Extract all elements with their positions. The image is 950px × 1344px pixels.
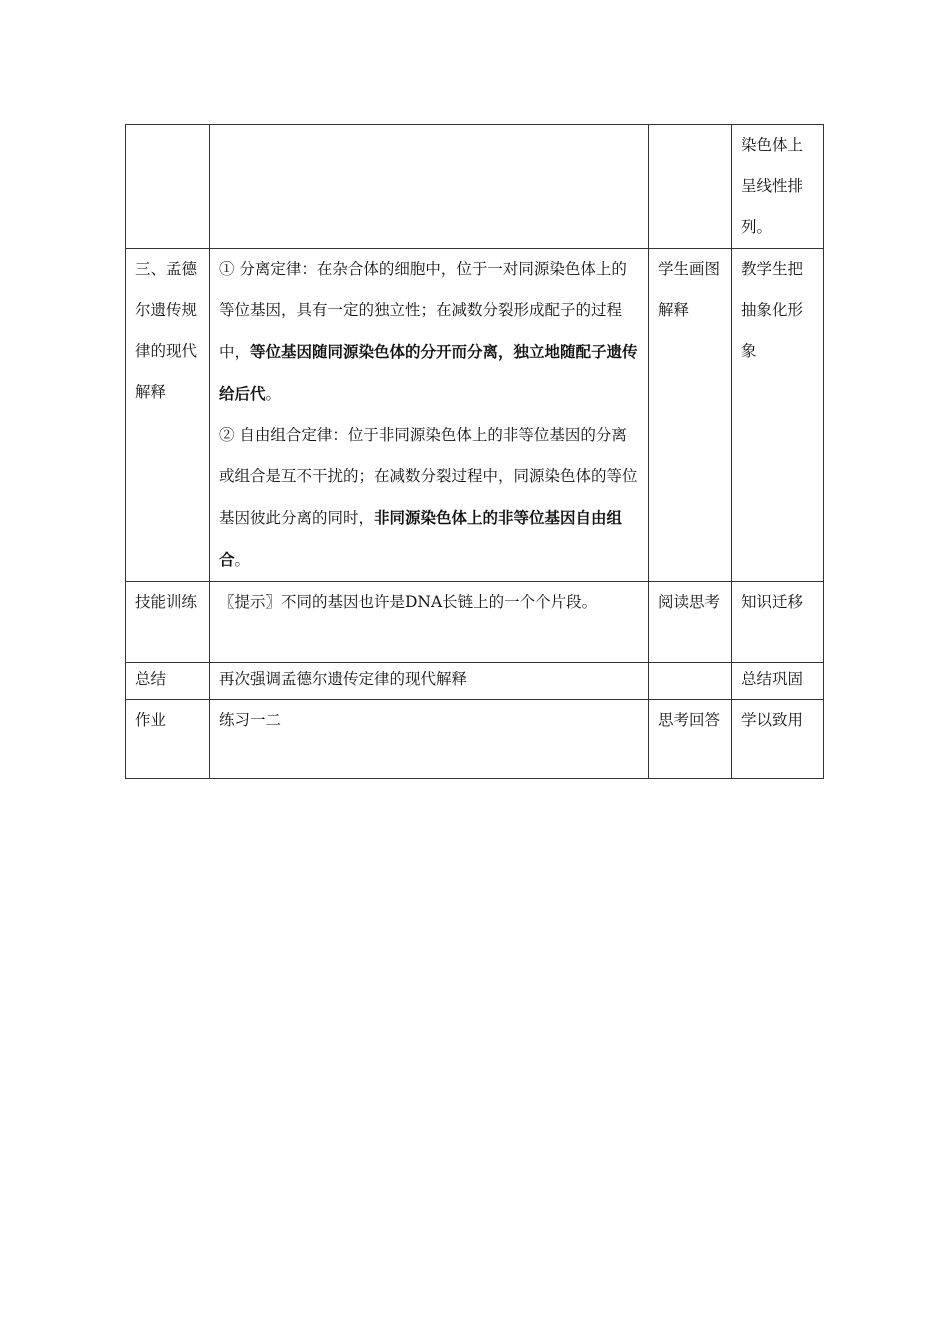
- table-cell: [649, 125, 732, 249]
- assortment-law-emphasis: 非同源染色体上的非等位基因自由组合: [219, 508, 623, 569]
- table-cell: [732, 125, 824, 249]
- table-row: [126, 582, 824, 663]
- purpose-cell: [732, 582, 824, 663]
- content-cell: [210, 700, 649, 779]
- lesson-plan-table: [125, 124, 824, 779]
- table-cell: [126, 125, 210, 249]
- assortment-law-text: ② 自由组合定律：位于非同源染色体上的非等位基因的分离或组合是互不干扰的；在减数分裂过程中，同源染色体的等位基因彼此分离的同时，: [219, 426, 638, 527]
- content-cell: [210, 249, 649, 582]
- row1-note: 染色体上呈线性排列。: [741, 136, 804, 236]
- section-title-cell: [126, 700, 210, 779]
- design-purpose: 知识迁移: [741, 593, 804, 611]
- purpose-cell: [732, 249, 824, 582]
- activity-cell: [649, 700, 732, 779]
- activity-cell: [649, 582, 732, 663]
- student-activity: 学生画图解释: [658, 260, 721, 319]
- table-row: [126, 700, 824, 779]
- table-row: [126, 249, 824, 582]
- design-purpose: 总结巩固: [741, 670, 804, 688]
- activity-cell: [649, 663, 732, 700]
- punctuation: 。: [234, 551, 251, 569]
- design-purpose: 学以致用: [741, 711, 804, 729]
- section-title-cell: [126, 582, 210, 663]
- activity-cell: [649, 249, 732, 582]
- design-purpose: 教学生把抽象化形象: [741, 260, 804, 360]
- student-activity: 思考回答: [658, 711, 721, 729]
- purpose-cell: [732, 663, 824, 700]
- punctuation: 。: [265, 385, 282, 403]
- purpose-cell: [732, 700, 824, 779]
- section-title-cell: [126, 663, 210, 700]
- table-cell: [210, 125, 649, 249]
- segregation-law-paragraph: [219, 249, 639, 415]
- homework-text: 练习一二: [219, 711, 282, 729]
- student-activity: 阅读思考: [658, 593, 721, 611]
- content-cell: [210, 663, 649, 700]
- independent-assortment-paragraph: [219, 415, 639, 581]
- section-title: 总结: [135, 670, 167, 688]
- section-title: 作业: [135, 711, 167, 729]
- section-title: 技能训练: [135, 593, 198, 611]
- summary-text: 再次强调孟德尔遗传定律的现代解释: [219, 670, 468, 688]
- table-row: [126, 125, 824, 249]
- table-row: [126, 663, 824, 700]
- segregation-law-text: ① 分离定律：在杂合体的细胞中，位于一对同源染色体上的等位基因，具有一定的独立性；在减数分裂形成配子的过程中，: [219, 260, 627, 361]
- section-title: 三、孟德尔遗传规律的现代解释: [135, 260, 198, 401]
- section-title-cell: [126, 249, 210, 582]
- hint-text: 〖提示〗不同的基因也许是DNA长链上的一个个片段。: [219, 593, 598, 611]
- segregation-law-emphasis: 等位基因随同源染色体的分开而分离，独立地随配子遗传给后代: [219, 342, 638, 403]
- content-cell: [210, 582, 649, 663]
